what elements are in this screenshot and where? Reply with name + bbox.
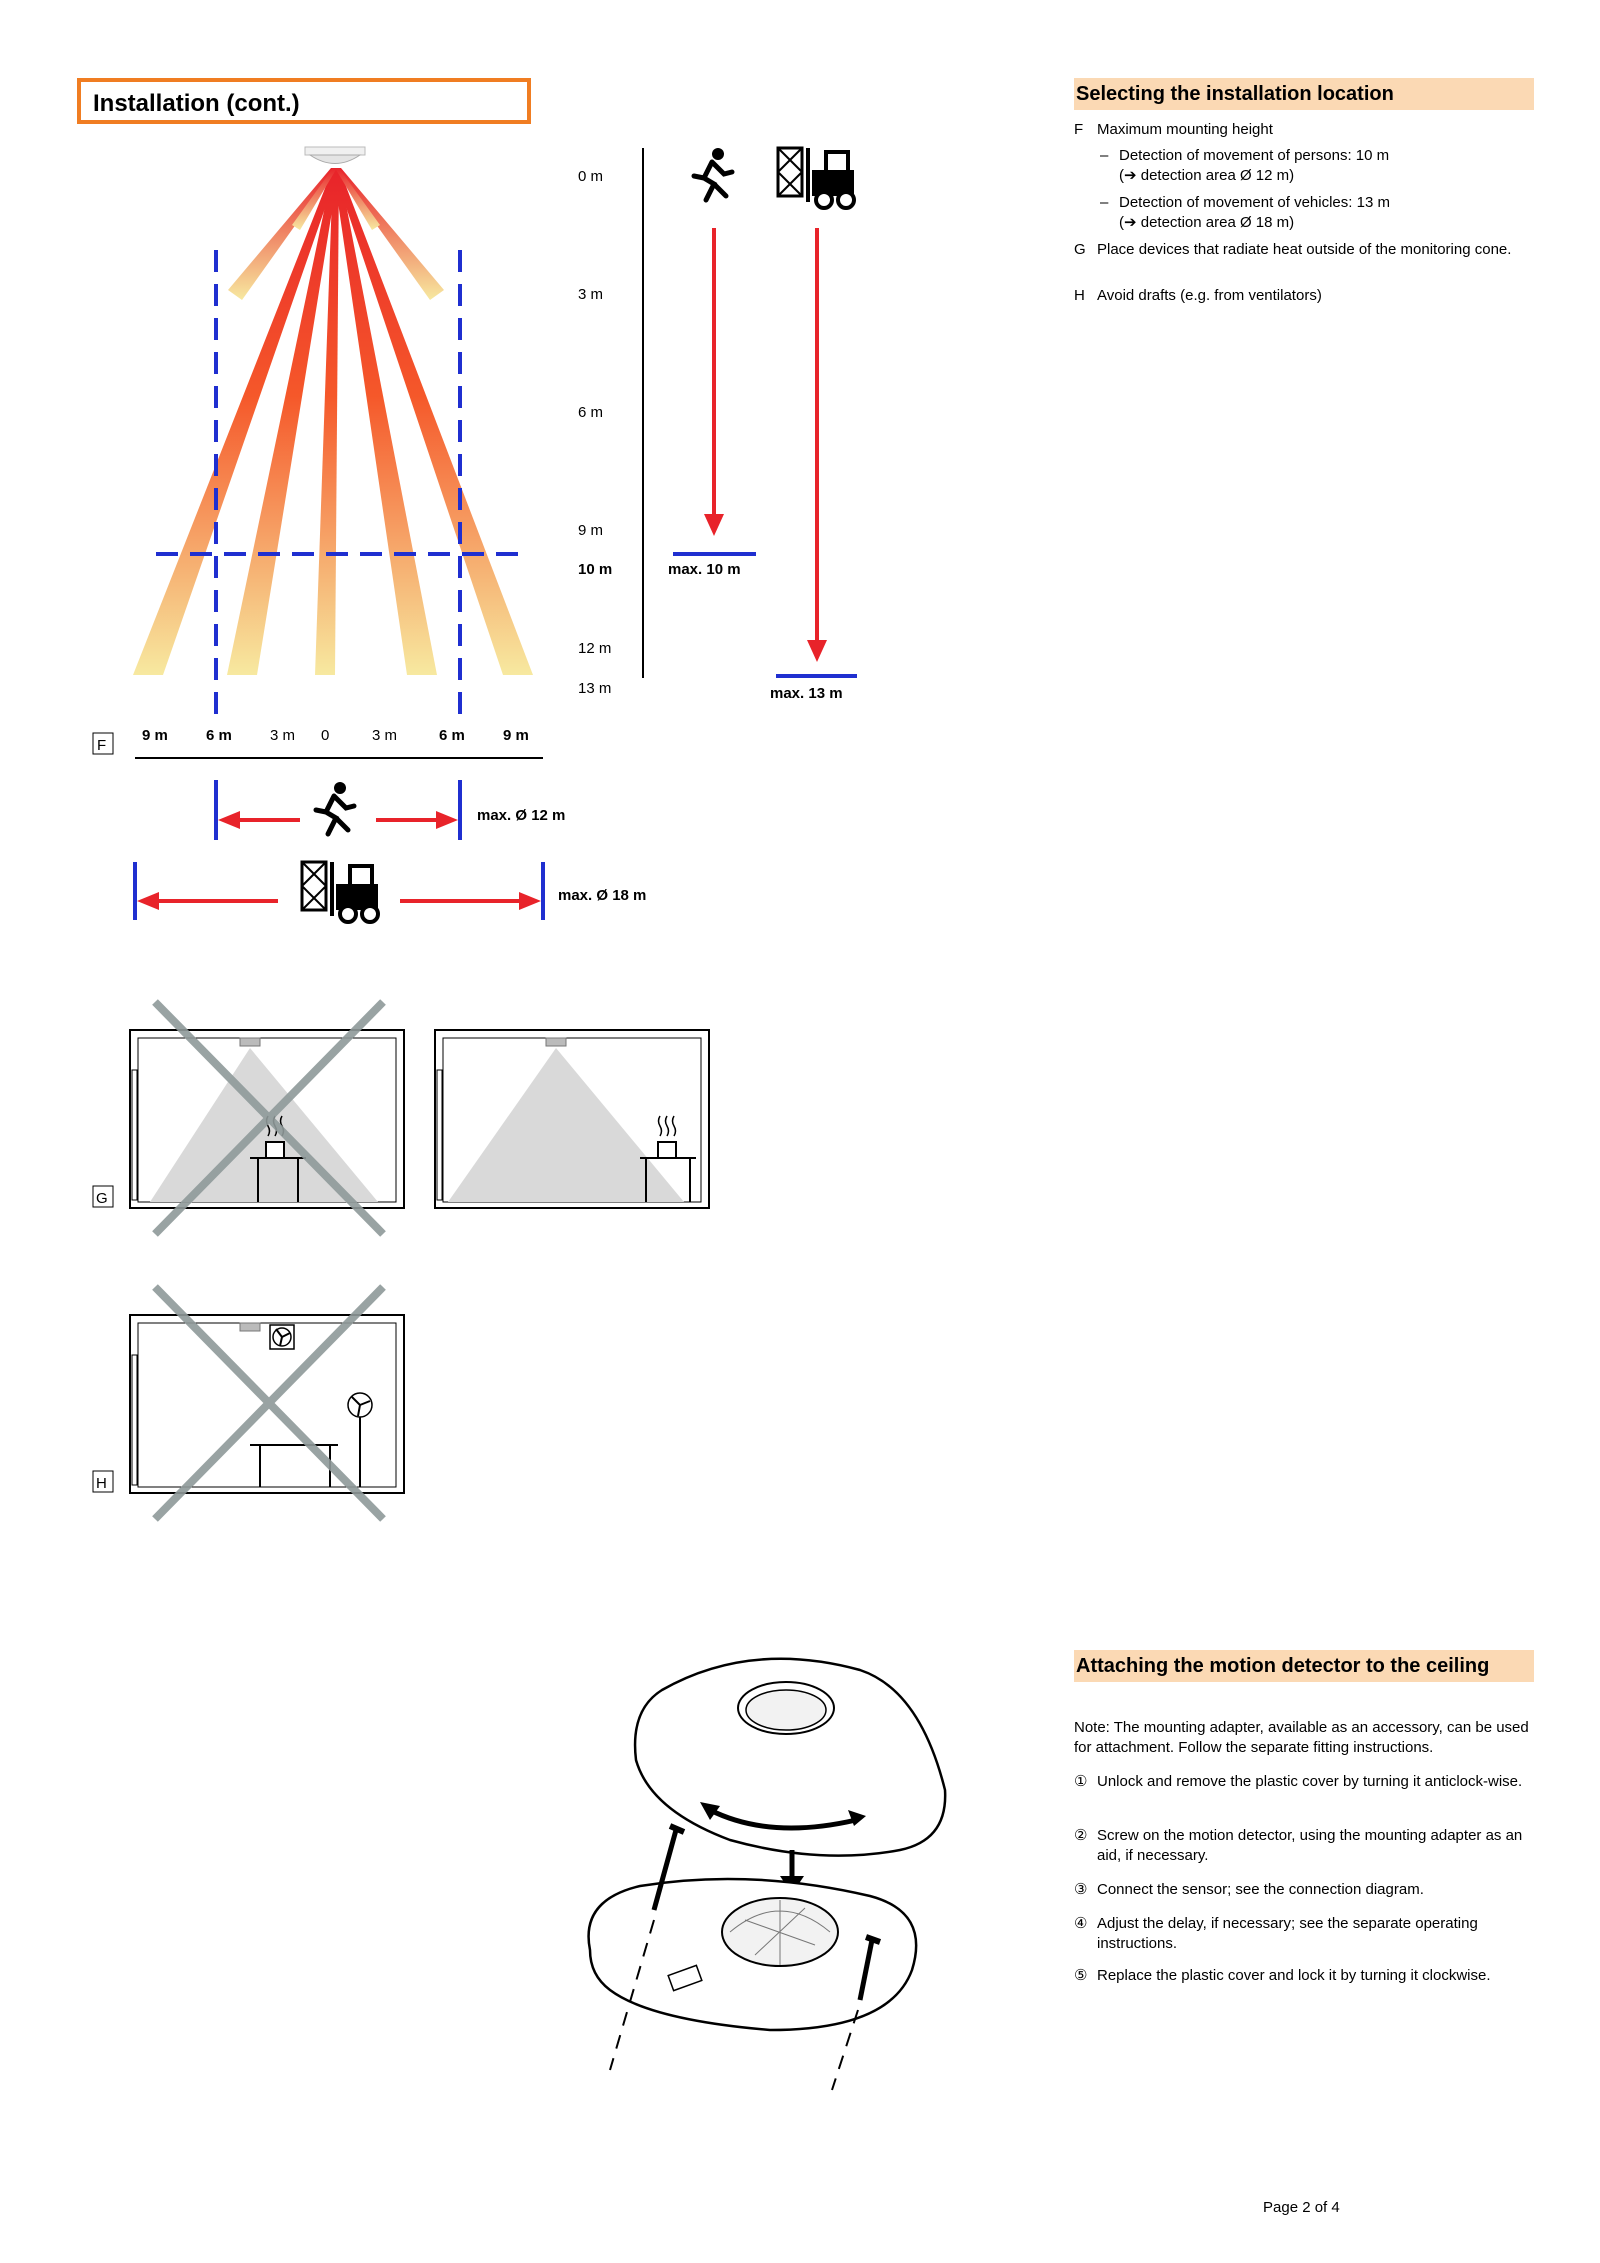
ground-tick: 9 m [142,727,168,744]
step-number: ① [1074,1773,1088,1790]
step-item [1074,1880,1534,1900]
figure-g-heat-sources [0,990,740,1250]
sub-list-dash: – [1100,194,1109,211]
step-text: Adjust the delay, if necessary; see the separate operating instructions. [1097,1915,1478,1952]
section-heading-location: Selecting the installation location [1074,78,1534,110]
height-tick: 12 m [578,640,612,657]
step-number: ③ [1074,1881,1088,1898]
max-vehicle-diameter-label: max. Ø 18 m [558,887,647,904]
figure-h-label: H [96,1475,107,1492]
step-item [1074,1772,1534,1792]
mounting-illustration [570,1650,1040,2100]
sub-list-item [1100,193,1530,232]
forklift-icon [778,148,854,208]
ground-tick: 3 m [270,727,296,744]
list-item-text: Maximum mounting height [1097,121,1273,138]
step-text: Connect the sensor; see the connection diagram. [1097,1881,1424,1898]
page-title: Installation (cont.) [77,78,531,124]
section-heading-attach: Attaching the motion detector to the ceiling [1074,1650,1534,1682]
figure-h-drafts [0,1275,460,1535]
forklift-icon [302,862,378,922]
step-text: Replace the plastic cover and lock it by turning it clockwise. [1097,1967,1491,1984]
max-vehicle-height-label: max. 13 m [770,685,843,702]
list-item-tag: F [1074,121,1084,138]
step-text: Screw on the motion detector, using the mounting adapter as an aid, if necessary. [1097,1827,1523,1864]
step-number: ④ [1074,1915,1088,1932]
page-number: Page 2 of 4 [1263,2199,1340,2216]
figure-g-label: G [96,1190,108,1207]
height-tick: 3 m [578,286,604,303]
figure-f-detection-range [0,0,1060,960]
max-person-diameter-label: max. Ø 12 m [477,807,566,824]
step-item [1074,1826,1534,1865]
attach-note: Note: The mounting adapter, available as an accessory, can be used for attachment. Follow the separate fitting instructions. [1074,1719,1529,1756]
height-tick: 0 m [578,168,604,185]
person-running-icon [316,782,354,834]
list-item [1074,240,1534,260]
ground-tick: 3 m [372,727,398,744]
list-item-text: Avoid drafts (e.g. from ventilators) [1097,287,1322,304]
step-text: Unlock and remove the plastic cover by turning it anticlock-wise. [1097,1773,1523,1790]
list-item [1074,286,1534,306]
height-tick-labels [578,168,612,697]
ground-tick: 6 m [439,727,465,744]
height-tick: 6 m [578,404,604,421]
ground-tick-labels [142,727,529,744]
ground-tick: 9 m [503,727,529,744]
step-item [1074,1966,1534,1986]
step-number: ⑤ [1074,1967,1088,1984]
ceiling-sensor-icon [305,147,365,164]
ground-tick: 6 m [206,727,232,744]
sub-list-line: Detection of movement of persons: 10 m [1119,147,1390,164]
room-correct [435,1030,709,1208]
list-item-tag: H [1074,287,1085,304]
step-item [1074,1914,1534,1953]
list-item-tag: G [1074,241,1086,258]
figure-f-label: F [97,737,107,754]
sub-list-line: Detection of movement of vehicles: 13 m [1119,194,1390,211]
height-tick: 9 m [578,522,604,539]
person-running-icon [694,148,732,200]
ventilator-icon [270,1325,294,1349]
plastic-cover [635,1659,945,1856]
sub-list-item [1100,146,1530,185]
height-tick: 13 m [578,680,612,697]
height-arrows [704,228,827,662]
step-number: ② [1074,1827,1088,1844]
detection-beams [133,168,533,675]
list-item [1074,120,1534,140]
sub-list-dash: – [1100,147,1109,164]
list-item-text: Place devices that radiate heat outside of the monitoring cone. [1097,241,1512,258]
ground-tick: 0 [321,727,330,744]
max-person-height-label: max. 10 m [668,561,741,578]
sub-list-line: (➔ detection area Ø 18 m) [1119,213,1295,231]
sub-list-line: (➔ detection area Ø 12 m) [1119,166,1295,184]
height-tick: 10 m [578,561,613,578]
